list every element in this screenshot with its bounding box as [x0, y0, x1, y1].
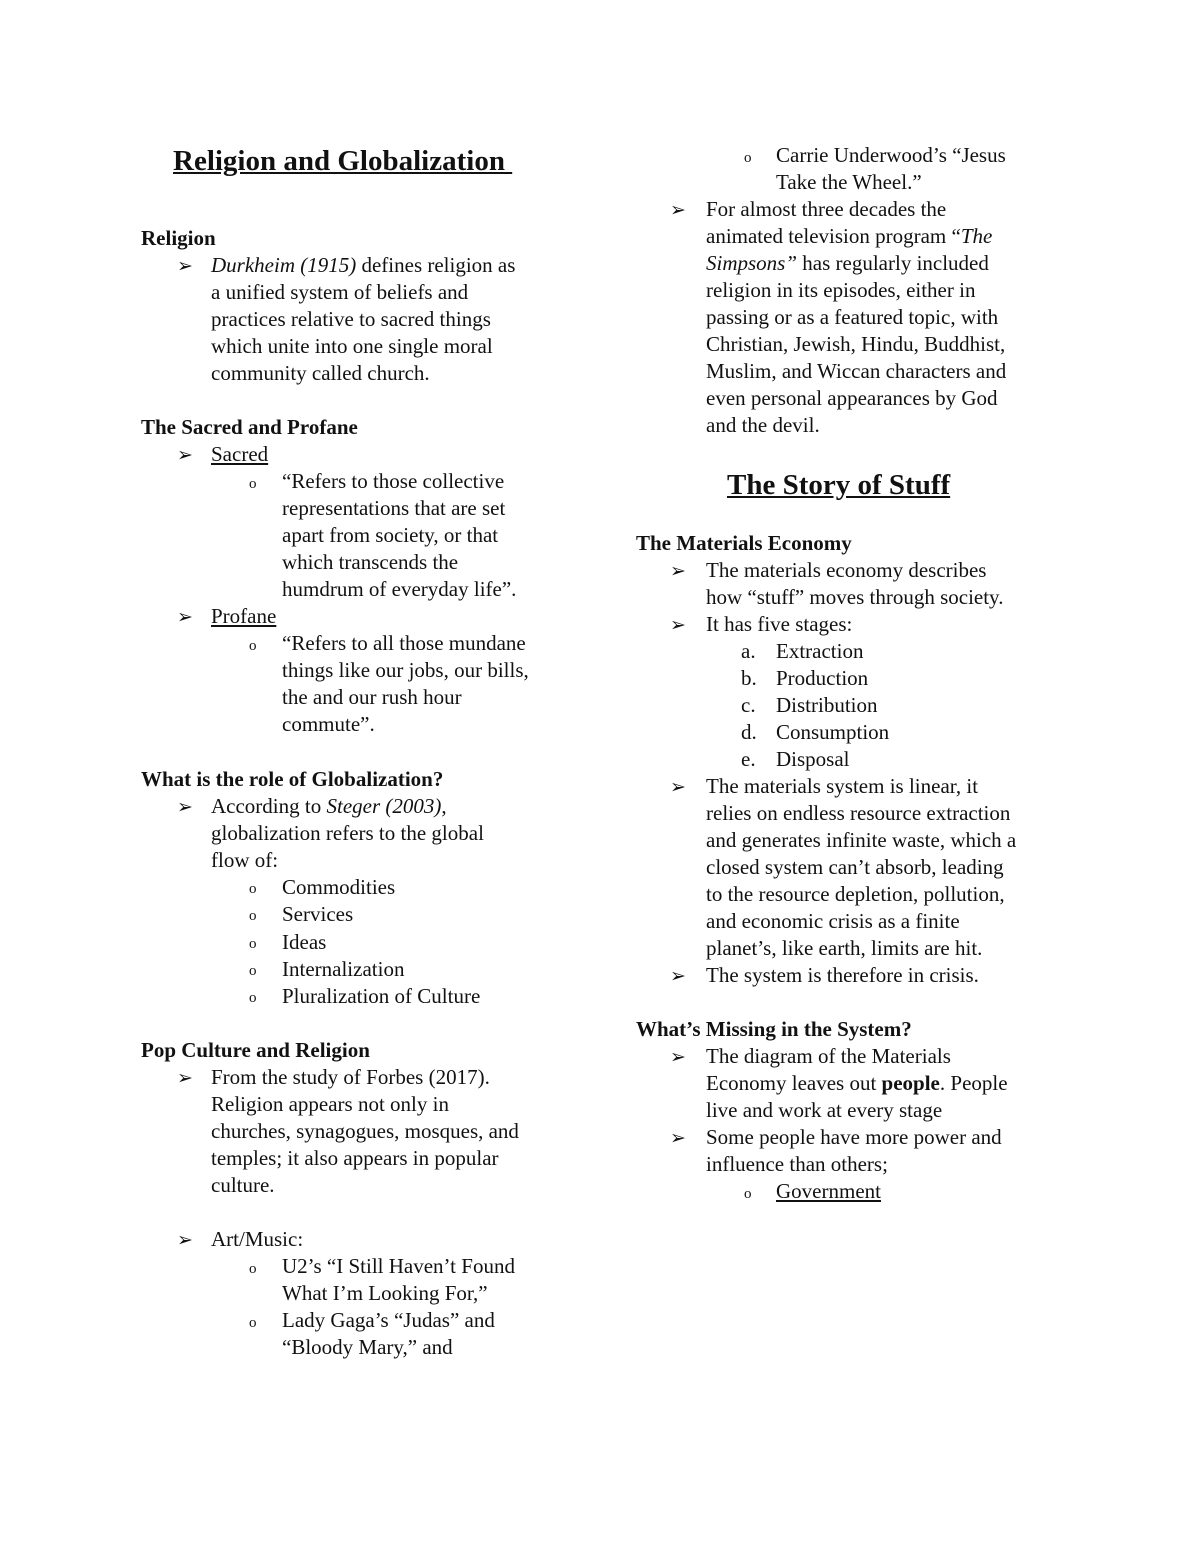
text-line: “Refers to all those mundane: [282, 631, 526, 655]
circle-bullet-icon: o: [249, 936, 257, 952]
text-span: Economy leaves out: [706, 1071, 882, 1095]
list-item: [211, 793, 447, 820]
list-item: Services: [282, 902, 354, 926]
list-item: [211, 252, 515, 279]
arrow-bullet-icon: ➢: [670, 777, 686, 798]
circle-bullet-icon: o: [249, 908, 257, 924]
list-item: [706, 1070, 1008, 1097]
arrow-bullet-icon: ➢: [670, 615, 686, 636]
emphasis-text: people: [881, 1071, 940, 1095]
materials-heading: The Materials Economy: [636, 531, 852, 555]
text-line: which unite into one single moral: [211, 334, 493, 358]
text-line: “Refers to those collective: [282, 469, 505, 493]
arrow-bullet-icon: ➢: [670, 200, 686, 221]
text-line: Muslim, and Wiccan characters and: [706, 359, 1007, 383]
text-line: U2’s “I Still Haven’t Found: [282, 1254, 515, 1278]
text-line: Lady Gaga’s “Judas” and: [282, 1308, 495, 1332]
profane-label: Profane: [211, 604, 277, 628]
text-line: flow of:: [211, 848, 279, 872]
text-span: has regularly included: [797, 251, 989, 275]
text-line: culture.: [211, 1173, 275, 1197]
author-citation: Steger (2003): [326, 794, 442, 818]
stage-item: Production: [776, 666, 869, 690]
text-line: representations that are set: [282, 496, 506, 520]
text-line: even personal appearances by God: [706, 386, 998, 410]
text-line: community called church.: [211, 361, 430, 385]
stage-item: Disposal: [776, 747, 850, 771]
text-line: things like our jobs, our bills,: [282, 658, 529, 682]
arrow-bullet-icon: ➢: [177, 607, 193, 628]
text-line: a unified system of beliefs and: [211, 280, 469, 304]
pop-culture-heading: Pop Culture and Religion: [141, 1038, 370, 1062]
arrow-bullet-icon: ➢: [177, 797, 193, 818]
arrow-bullet-icon: ➢: [177, 1068, 193, 1089]
text-line: temples; it also appears in popular: [211, 1146, 499, 1170]
text-line: and economic crisis as a finite: [706, 909, 960, 933]
text-line: and the devil.: [706, 413, 820, 437]
text-span: animated television program “: [706, 224, 961, 248]
stage-letter: e.: [741, 747, 756, 771]
list-item: [706, 250, 989, 277]
text-line: Religion appears not only in: [211, 1092, 449, 1116]
list-item: Internalization: [282, 957, 405, 981]
text-line: For almost three decades the: [706, 197, 947, 221]
text-line: closed system can’t absorb, leading: [706, 855, 1004, 879]
stage-letter: b.: [741, 666, 757, 690]
circle-bullet-icon: o: [249, 963, 257, 979]
missing-heading: What’s Missing in the System?: [636, 1017, 912, 1041]
globalization-heading: What is the role of Globalization?: [141, 767, 444, 791]
text-line: “Bloody Mary,” and: [282, 1335, 453, 1359]
text-line: Some people have more power and: [706, 1125, 1002, 1149]
arrow-bullet-icon: ➢: [177, 1230, 193, 1251]
arrow-bullet-icon: ➢: [177, 256, 193, 277]
text-line: practices relative to sacred things: [211, 307, 491, 331]
list-item: Pluralization of Culture: [282, 984, 481, 1008]
arrow-bullet-icon: ➢: [177, 445, 193, 466]
text-span: . People: [939, 1071, 1008, 1095]
text-line: commute”.: [282, 712, 375, 736]
circle-bullet-icon: o: [744, 150, 752, 166]
text-line: defines religion as: [356, 253, 516, 277]
text-line: The system is therefore in crisis.: [706, 963, 979, 987]
text-line: The materials economy describes: [706, 558, 987, 582]
text-line: to the resource depletion, pollution,: [706, 882, 1005, 906]
text-line: apart from society, or that: [282, 523, 499, 547]
text-line: humdrum of everyday life”.: [282, 577, 517, 601]
arrow-bullet-icon: ➢: [670, 1047, 686, 1068]
stage-letter: c.: [741, 693, 756, 717]
art-music-label: Art/Music:: [211, 1227, 304, 1251]
arrow-bullet-icon: ➢: [670, 966, 686, 987]
government-item: Government: [776, 1179, 881, 1203]
text-line: influence than others;: [706, 1152, 888, 1176]
text-line: passing or as a featured topic, with: [706, 305, 999, 329]
text-span: ,: [441, 794, 447, 818]
text-line: Take the Wheel.”: [776, 170, 922, 194]
text-line: churches, synagogues, mosques, and: [211, 1119, 519, 1143]
text-line: Carrie Underwood’s “Jesus: [776, 143, 1006, 167]
arrow-bullet-icon: ➢: [670, 561, 686, 582]
text-line: Christian, Jewish, Hindu, Buddhist,: [706, 332, 1006, 356]
show-title: Simpsons”: [706, 251, 798, 275]
circle-bullet-icon: o: [249, 1315, 257, 1331]
sacred-label: Sacred: [211, 442, 269, 466]
text-line: The diagram of the Materials: [706, 1044, 951, 1068]
stage-item: Extraction: [776, 639, 864, 663]
stage-letter: a.: [741, 639, 756, 663]
text-line: the and our rush hour: [282, 685, 462, 709]
page-title: Religion and Globalization: [173, 145, 513, 177]
sacred-profane-heading: The Sacred and Profane: [141, 415, 358, 439]
text-line: relies on endless resource extraction: [706, 801, 1011, 825]
religion-heading: Religion: [141, 226, 216, 250]
text-line: It has five stages:: [706, 612, 853, 636]
circle-bullet-icon: o: [249, 476, 257, 492]
circle-bullet-icon: o: [249, 638, 257, 654]
circle-bullet-icon: o: [249, 1261, 257, 1277]
text-line: which transcends the: [282, 550, 459, 574]
text-line: From the study of Forbes (2017).: [211, 1065, 490, 1089]
arrow-bullet-icon: ➢: [670, 1128, 686, 1149]
list-item: Commodities: [282, 875, 396, 899]
text-line: The materials system is linear, it: [706, 774, 979, 798]
stage-item: Distribution: [776, 693, 878, 717]
text-line: religion in its episodes, either in: [706, 278, 976, 302]
list-item: Ideas: [282, 930, 327, 954]
text-line: planet’s, like earth, limits are hit.: [706, 936, 983, 960]
text-span: According to: [211, 794, 327, 818]
section-title: The Story of Stuff: [727, 469, 951, 501]
show-title: The: [960, 224, 993, 248]
circle-bullet-icon: o: [249, 881, 257, 897]
stage-letter: d.: [741, 720, 757, 744]
text-line: live and work at every stage: [706, 1098, 943, 1122]
text-line: globalization refers to the global: [211, 821, 484, 845]
circle-bullet-icon: o: [249, 990, 257, 1006]
stage-item: Consumption: [776, 720, 890, 744]
list-item: [706, 223, 992, 250]
text-line: and generates infinite waste, which a: [706, 828, 1017, 852]
author-citation: Durkheim (1915): [211, 253, 357, 277]
circle-bullet-icon: o: [744, 1186, 752, 1202]
text-line: What I’m Looking For,”: [282, 1281, 488, 1305]
text-line: how “stuff” moves through society.: [706, 585, 1004, 609]
